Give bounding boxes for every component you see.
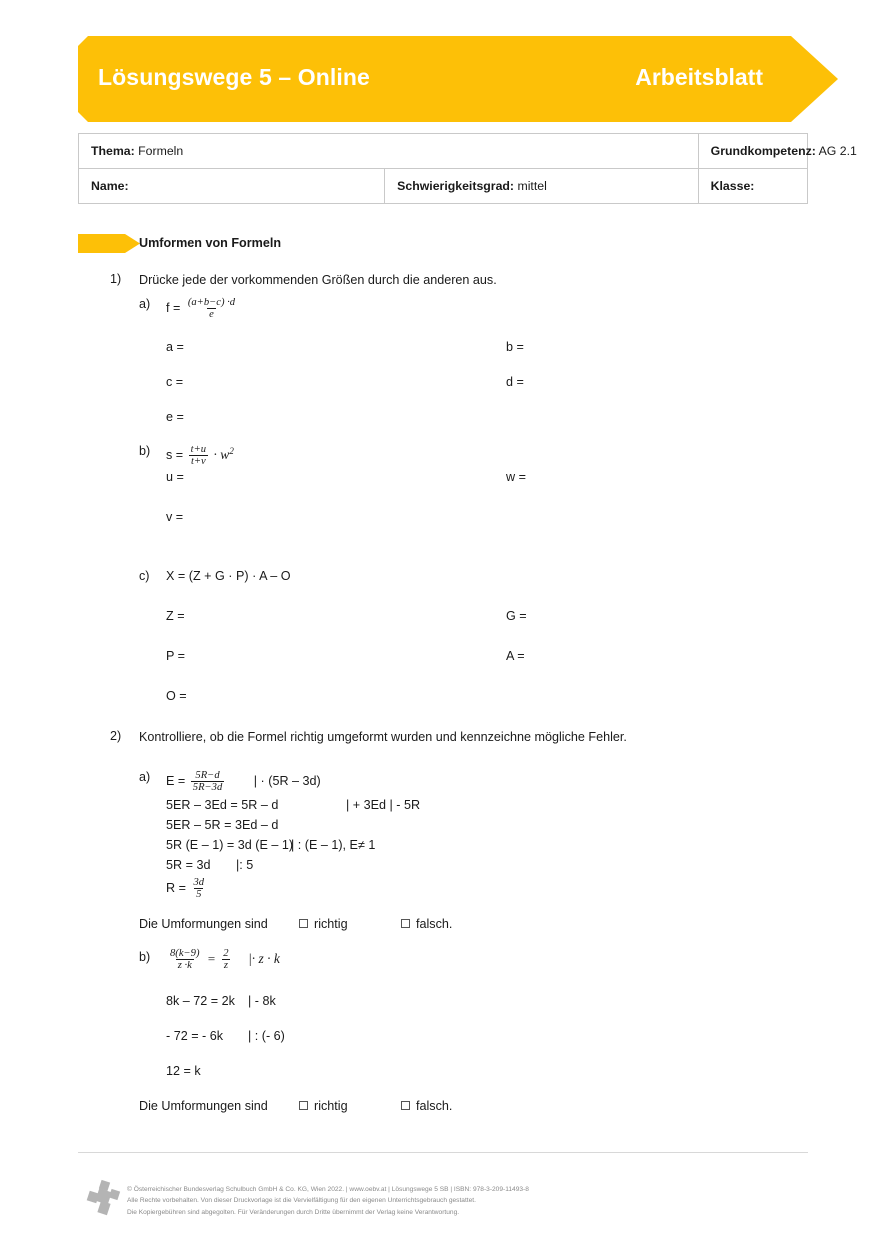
- task-1b-blank-v[interactable]: v =: [166, 510, 184, 524]
- task-1b-lhs: s =: [166, 448, 184, 463]
- grundkompetenz-cell: [698, 134, 857, 169]
- task-1-instruction: Drücke jede der vorkommenden Größen durch die anderen aus.: [139, 273, 497, 287]
- footer-copyright: [127, 1184, 817, 1218]
- task-1c-letter: c): [139, 569, 150, 583]
- header-sheet-type: Arbeitsblatt: [635, 64, 763, 90]
- task-2a-op-1: | · (5R – 3d): [253, 774, 321, 789]
- checkbox-icon[interactable]: [401, 1101, 410, 1110]
- task-2a-op-5: |: 5: [236, 858, 254, 872]
- task-2b-lhs-numerator: 8(k−9): [170, 948, 200, 959]
- task-1b-denominator: t+v: [190, 456, 206, 468]
- schwierigkeitsgrad-label: Schwierigkeitsgrad:: [397, 179, 515, 193]
- header-banner: [78, 36, 838, 122]
- task-2a-op-4: | : (E – 1), E≠ 1: [291, 838, 376, 852]
- task-2a-fraction: [191, 770, 225, 795]
- task-2a-denominator: 5R−3d: [192, 782, 223, 794]
- task-2a-choice-richtig[interactable]: [299, 917, 348, 931]
- task-2a-choice-falsch[interactable]: [401, 917, 452, 931]
- footer-divider: [78, 1152, 808, 1153]
- task-2b-op-2: | - 8k: [248, 994, 276, 1008]
- task-1b-blank-w[interactable]: w =: [506, 470, 526, 484]
- thema-label: Thema:: [91, 144, 135, 158]
- table-row: [79, 134, 808, 169]
- task-2b-line-1: [166, 948, 280, 973]
- task-2b-rhs-numerator: 2: [223, 948, 229, 959]
- task-1c-blank-p[interactable]: P =: [166, 649, 186, 663]
- worksheet-info-table: [78, 133, 857, 204]
- task-1a-fraction: [186, 297, 237, 322]
- task-2b-lhs-fraction: [168, 948, 202, 973]
- task-1b-letter: b): [139, 444, 151, 458]
- task-2a-answer-label: Die Umformungen sind: [139, 917, 268, 931]
- task-1c-blank-o[interactable]: O =: [166, 689, 187, 703]
- task-2a-result-lhs: R =: [166, 881, 186, 896]
- thema-cell: [79, 134, 699, 169]
- task-1b-fraction: [189, 444, 208, 469]
- task-2a-eq-5: 5R = 3d: [166, 858, 211, 872]
- task-2b-eq-3: - 72 = - 6k: [166, 1029, 224, 1043]
- task-1a-blank-e[interactable]: e =: [166, 410, 184, 424]
- checkbox-icon[interactable]: [299, 1101, 308, 1110]
- task-2b-choice-falsch[interactable]: [401, 1099, 452, 1113]
- task-2a-result-numerator: 3d: [193, 877, 205, 888]
- task-1c-formula: X = (Z + G · P) · A – O: [166, 569, 291, 583]
- task-2-instruction: Kontrolliere, ob die Formel richtig umgeformt wurden und kennzeichne mögliche Fehler.: [139, 730, 627, 744]
- task-2a-op-2: | + 3Ed | - 5R: [346, 798, 421, 812]
- task-2a-line-1: [166, 770, 321, 795]
- task-1c-blank-z[interactable]: Z =: [166, 609, 185, 623]
- task-1a-lhs: f =: [166, 301, 181, 316]
- task-1b-formula: [166, 444, 234, 469]
- task-2-number: 2): [110, 729, 122, 743]
- task-2a-eq-4: 5R (E – 1) = 3d (E – 1): [166, 838, 294, 852]
- thema-value: Formeln: [138, 144, 184, 158]
- header-title: Lösungswege 5 – Online: [98, 64, 370, 90]
- task-2b-lhs-denominator: z ·k: [177, 960, 192, 972]
- section-arrow-icon: [78, 234, 140, 253]
- task-1c-blank-a[interactable]: A =: [506, 649, 525, 663]
- task-2b-choice-richtig[interactable]: [299, 1099, 348, 1113]
- task-1a-blank-a[interactable]: a =: [166, 340, 184, 354]
- task-1a-blank-d[interactable]: d =: [506, 375, 524, 389]
- task-2a-lhs: E =: [166, 774, 186, 789]
- task-2a-choice-falsch-label: falsch.: [416, 917, 453, 931]
- task-1b-numerator: t+u: [190, 444, 207, 455]
- footer-line-3: Die Kopiergebühren sind abgegolten. Für Veränderungen durch Dritte übernimmt der Verlag keine Verantwortung.: [127, 1208, 460, 1216]
- task-2a-numerator: 5R−d: [195, 770, 220, 781]
- task-1-number: 1): [110, 272, 122, 286]
- task-1a-blank-b[interactable]: b =: [506, 340, 524, 354]
- task-2a-eq-3: 5ER – 5R = 3Ed – d: [166, 818, 279, 832]
- task-2a-eq-2: 5ER – 3Ed = 5R – d: [166, 798, 279, 812]
- checkbox-icon[interactable]: [299, 919, 308, 928]
- task-2b-choice-falsch-label: falsch.: [416, 1099, 453, 1113]
- task-2b-eq-2: 8k – 72 = 2k: [166, 994, 235, 1008]
- grundkompetenz-label: Grundkompetenz:: [710, 144, 816, 158]
- task-1a-numerator: (a+b−c) ·d: [187, 297, 236, 308]
- name-label: Name:: [91, 179, 129, 193]
- task-2b-answer-label: Die Umformungen sind: [139, 1099, 268, 1113]
- task-2a-result-denominator: 5: [196, 889, 202, 901]
- footer-line-2: Alle Rechte vorbehalten. Von dieser Druckvorlage ist die Vervielfältigung für den eigenen Unterrichtsgebrauch gestattet.: [127, 1197, 476, 1205]
- task-1a-blank-c[interactable]: c =: [166, 375, 184, 389]
- task-2a-letter: a): [139, 770, 151, 784]
- task-2a-choice-richtig-label: richtig: [314, 917, 348, 931]
- task-1b-blank-u[interactable]: u =: [166, 470, 184, 484]
- klasse-cell[interactable]: [698, 169, 807, 204]
- task-2a-result: [166, 877, 208, 902]
- name-cell[interactable]: [79, 169, 385, 204]
- task-1a-letter: a): [139, 297, 151, 311]
- task-2b-rhs-denominator: z: [223, 960, 228, 972]
- section-title: Umformen von Formeln: [139, 236, 282, 250]
- table-row: [79, 169, 808, 204]
- task-2b-op-1: |· z · k: [248, 951, 280, 967]
- klasse-label: Klasse:: [710, 179, 755, 193]
- schwierigkeitsgrad-value: mittel: [517, 179, 547, 193]
- task-1a-formula: [166, 297, 239, 322]
- task-2b-op-3: | : (- 6): [248, 1029, 285, 1043]
- task-2b-rhs-fraction: [221, 948, 230, 973]
- task-1b-tail: · w: [213, 447, 230, 463]
- task-2a-result-fraction: [191, 877, 206, 902]
- task-1c-blank-g[interactable]: G =: [506, 609, 527, 623]
- footer-line-1: © Österreichischer Bundesverlag Schulbuch GmbH & Co. KG, Wien 2022. | www.oebv.at | Lösungswege 5 SB | ISBN: 978-3-209-11493-8: [127, 1186, 529, 1193]
- grundkompetenz-value: AG 2.1: [818, 144, 857, 158]
- task-2b-equals: =: [207, 951, 216, 967]
- task-2b-letter: b): [139, 950, 151, 964]
- task-1b-exponent: 2: [229, 446, 234, 457]
- task-2b-eq-4: 12 = k: [166, 1064, 201, 1078]
- publisher-logo-icon: [84, 1178, 124, 1218]
- schwierigkeitsgrad-cell: [385, 169, 698, 204]
- task-2b-choice-richtig-label: richtig: [314, 1099, 348, 1113]
- checkbox-icon[interactable]: [401, 919, 410, 928]
- task-1a-denominator: e: [209, 309, 214, 321]
